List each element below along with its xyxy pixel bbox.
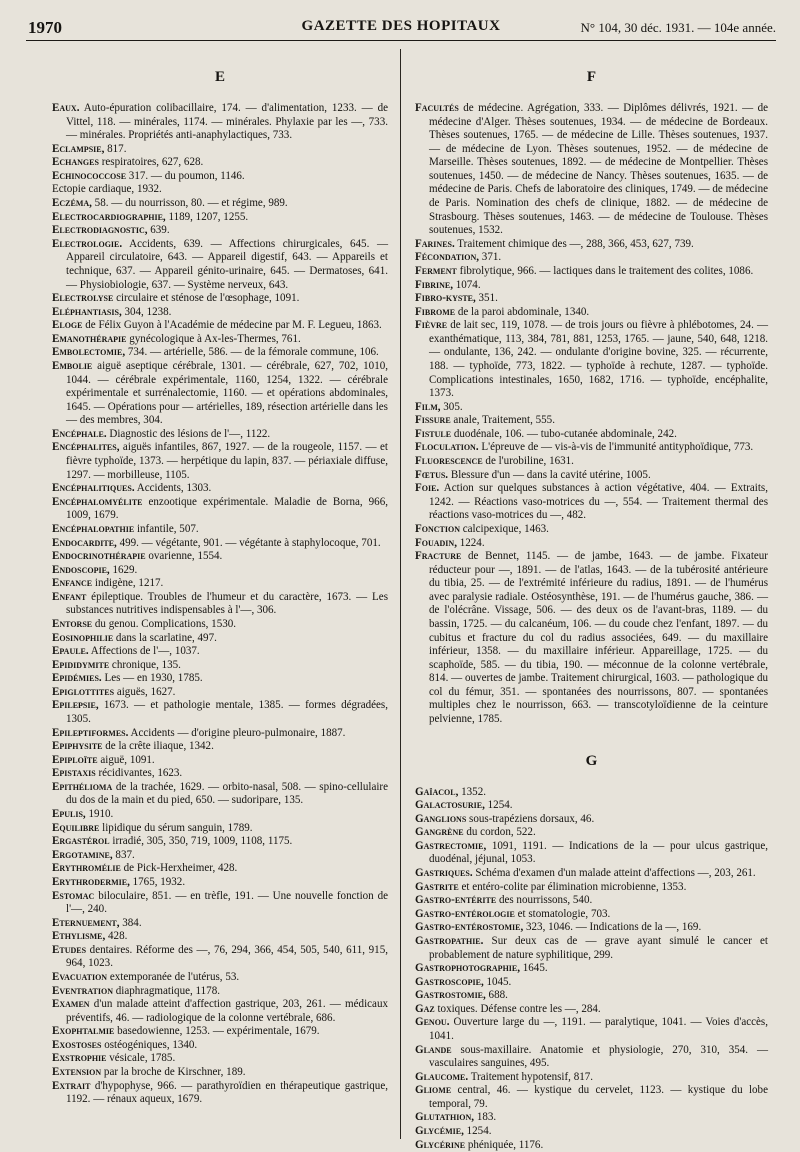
index-entry — [52, 564, 388, 578]
entry-references: 1254. — [484, 799, 513, 812]
entry-headword: Foie. — [415, 482, 440, 495]
entry-headword: Epistaxis — [52, 767, 96, 780]
entry-headword: Gastro-entérite — [415, 894, 497, 907]
journal-title: GAZETTE DES HOPITAUX — [301, 18, 501, 34]
index-entry — [415, 455, 768, 469]
entry-references: sous-maxillaire. Anatomie et physiologie, 270, 310, 354. — vasculaires sanguines, 495. — [429, 1043, 768, 1070]
index-entry — [52, 156, 388, 170]
index-entry — [52, 876, 388, 890]
index-entry — [52, 143, 388, 157]
entry-references: ostéogéniques, 1340. — [101, 1038, 198, 1051]
entry-references: calcipexique, 1463. — [459, 522, 549, 535]
section-letter-e: E — [214, 69, 225, 85]
index-entry — [52, 441, 388, 482]
entry-references: 1673. — et pathologie mentale, 1385. — formes dégradées, 1305. — [66, 699, 388, 726]
index-entry — [415, 292, 768, 306]
entry-references: aiguë, 1091. — [97, 753, 155, 766]
entry-headword: Film, — [415, 400, 441, 413]
entry-headword: Ethylisme, — [52, 930, 106, 943]
entry-references: 317. — du poumon, 1146. — [126, 169, 245, 182]
entry-headword: Estomac — [52, 889, 95, 902]
entry-headword: Fouadin, — [415, 536, 457, 549]
index-entry — [415, 1044, 768, 1071]
entry-references: Accidents, 1303. — [134, 482, 212, 495]
issue-info: N° 104, 30 déc. 1931. — 104e année. — [580, 20, 776, 35]
entry-headword: Glycérine — [415, 1138, 466, 1151]
index-entry — [52, 645, 388, 659]
index-entry — [52, 740, 388, 754]
entry-headword: Encéphalites, — [52, 441, 120, 454]
entry-headword: Ferment — [415, 264, 457, 277]
entry-headword: Erythrodermie, — [52, 875, 130, 888]
entry-references: de la paroi abdominale, 1340. — [455, 305, 590, 318]
entry-headword: Equilibre — [52, 821, 100, 834]
entry-headword: Epidémies. — [52, 672, 102, 685]
index-entry — [415, 523, 768, 537]
entry-headword: Epaule. — [52, 645, 89, 658]
entry-headword: Floculation. — [415, 441, 479, 454]
entry-headword: Enfance — [52, 577, 93, 590]
entry-references: diaphragmatique, 1178. — [113, 984, 220, 997]
entry-references: et entéro-colite par élimination microbienne, 1353. — [458, 880, 687, 893]
entry-headword: Ergotamine, — [52, 848, 113, 861]
entry-references: aiguës, 1627. — [114, 685, 176, 698]
entry-references: de Félix Guyon à l'Académie de médecine par M. F. Legueu, 1863. — [82, 319, 382, 332]
entry-references: respiratoires, 627, 628. — [98, 156, 204, 169]
entry-references: d'un malade atteint d'affection gastrique, 203, 261. — médicaux préventifs, 46. — radiologique de la colonne vertébrale, 686. — [66, 998, 388, 1024]
index-entry — [415, 265, 768, 279]
index-entry — [52, 292, 388, 306]
entry-references: 305. — [440, 400, 463, 413]
entry-references: 639. — [147, 224, 170, 237]
entry-headword: Fécondation, — [415, 251, 480, 264]
entry-references: 1045. — [483, 975, 512, 988]
entry-headword: Ganglions — [415, 812, 467, 825]
index-entry — [415, 908, 768, 922]
index-entry — [415, 799, 768, 813]
entry-references: dans la scarlatine, 497. — [113, 631, 217, 644]
entry-references: fibrolytique, 966. — lactiques dans le traitement des colites, 1086. — [456, 264, 754, 277]
entry-references: 817. — [104, 142, 127, 155]
index-entry — [415, 251, 768, 265]
index-entry — [52, 849, 388, 863]
entry-references: dentaires. Réforme des —, 76, 294, 366, 454, 505, 540, 611, 915, 964, 1023. — [66, 943, 388, 970]
entry-headword: Fièvre — [415, 319, 448, 332]
index-entry — [52, 224, 388, 238]
entry-headword: Exstrophie — [52, 1052, 107, 1065]
index-entry — [52, 333, 388, 347]
entry-headword: Gastrostomie, — [415, 989, 486, 1002]
entry-headword: Eczéma, — [52, 197, 92, 210]
index-entry — [52, 822, 388, 836]
entry-headword: Embolectomie, — [52, 346, 126, 359]
entry-headword: Epithélioma — [52, 780, 113, 793]
entry-headword: Endoscopie, — [52, 563, 110, 576]
entry-headword: Eléphantiasis, — [52, 305, 122, 318]
index-entry — [415, 401, 768, 415]
index-entry — [415, 102, 768, 238]
index-entry — [52, 183, 388, 197]
entry-references: lipidique du sérum sanguin, 1789. — [99, 821, 253, 834]
entry-headword: Exostoses — [52, 1038, 102, 1051]
entry-headword: Fissure — [415, 414, 451, 427]
entry-headword: Gastrectomie, — [415, 839, 487, 852]
index-entry — [415, 319, 768, 400]
entry-references: central, 46. — kystique du cervelet, 1123. — kystique du lobe temporal, 79. — [429, 1084, 768, 1110]
entry-headword: Eventration — [52, 984, 114, 997]
entry-headword: Fibro-kyste, — [415, 292, 476, 305]
entry-references: de l'urobiline, 1631. — [482, 455, 574, 468]
entry-references: Ouverture large du —, 1191. — paralytique, 1041. — Voies d'accès, 1041. — [429, 1016, 768, 1042]
index-entry — [415, 881, 768, 895]
entry-headword: Extrait — [52, 1079, 91, 1092]
index-entry — [52, 659, 388, 673]
entry-references: d'hypophyse, 966. — parathyroïdien en thérapeutique gastrique, 1192. — rénaux aqueux, 1679. — [66, 1079, 388, 1106]
entry-references: anale, Traitement, 555. — [450, 414, 555, 427]
entry-references: gynécologique à Ax-les-Thermes, 761. — [126, 332, 301, 345]
entry-headword: Embolie — [52, 359, 93, 372]
entry-headword: Glutathion, — [415, 1111, 475, 1124]
entry-headword: Electrologie. — [52, 237, 123, 250]
index-entry — [415, 935, 768, 962]
entry-headword: Fracture — [415, 550, 462, 563]
entry-headword: Gastropathie. — [415, 934, 484, 947]
index-entry — [415, 414, 768, 428]
left-column — [26, 49, 401, 1139]
index-entry — [52, 998, 388, 1025]
entry-headword: Fibrome — [415, 305, 456, 318]
section-letter-g: G — [585, 752, 598, 769]
entry-references: biloculaire, 851. — en trèfle, 191. — Une nouvelle fonction de l'—, 240. — [66, 889, 388, 916]
entry-references: Action sur quelques substances à action végétative, 404. — Extraits, 1242. — Réactions vaso-motrices du —, 554. — Traitement thermal des réactions vaso-motrices du —, 482. — [429, 482, 768, 522]
entry-references: chronique, 135. — [109, 658, 181, 671]
index-entry — [415, 306, 768, 320]
index-entry — [52, 197, 388, 211]
index-entry — [415, 1071, 768, 1085]
entry-headword: Gastrite — [415, 880, 459, 893]
entry-headword: Endocrinothérapie — [52, 550, 146, 563]
entry-references: Accidents, 639. — Affections chirurgicales, 645. — Appareil circulatoire, 643. — Appareil digestif, 643. — Appareils et technique, 637. — Appareil génito-urinaire, 645. — Dermatoses, 641. — Physiobiologie, 637. — Système nerveux, 643. — [66, 237, 388, 291]
entry-references: 58. — du nourrisson, 80. — et régime, 989. — [91, 197, 288, 210]
entry-headword: Etudes — [52, 943, 87, 956]
entry-headword: Encéphalopathie — [52, 522, 135, 535]
entry-headword: Glaucome. — [415, 1070, 469, 1083]
entry-headword: Fœtus. — [415, 468, 449, 481]
entry-references: 837. — [112, 848, 135, 861]
entry-references: 323, 1046. — Indications de la —, 169. — [523, 921, 702, 934]
entry-headword: Echanges — [52, 156, 99, 169]
index-entry — [415, 976, 768, 990]
entry-headword: Epileptiformes. — [52, 726, 129, 739]
entry-headword: Epiploïte — [52, 753, 98, 766]
entry-references: L'épreuve de — vis-à-vis de l'immunité antityphoïdique, 773. — [478, 441, 754, 454]
entry-references: Traitement chimique des —, 288, 366, 453, 627, 739. — [454, 237, 694, 250]
index-entry — [415, 550, 768, 727]
index-entry — [52, 890, 388, 917]
index-entry — [52, 727, 388, 741]
entry-references: Sur deux cas de — grave ayant simulé le cancer et probablement de nature syphilitique, 299. — [429, 934, 768, 961]
entry-references: basedowienne, 1253. — expérimentale, 1679. — [114, 1025, 320, 1038]
entry-headword: Galactosurie, — [415, 799, 485, 812]
entry-headword: Encéphalomyélite — [52, 495, 143, 508]
entry-headword: Epulis, — [52, 808, 86, 821]
index-entry — [52, 211, 388, 225]
entry-headword: Erythromélie — [52, 862, 121, 875]
index-entry — [415, 1111, 768, 1125]
entry-headword: Fonction — [415, 522, 460, 535]
index-entry — [52, 537, 388, 551]
index-entry — [52, 428, 388, 442]
index-entry — [52, 319, 388, 333]
entry-headword: Electrolyse — [52, 292, 114, 305]
index-entry — [52, 862, 388, 876]
index-entry — [52, 944, 388, 971]
index-entry — [52, 1039, 388, 1053]
index-entry — [52, 971, 388, 985]
index-entry — [52, 523, 388, 537]
entry-headword: Glycémie, — [415, 1125, 464, 1138]
entry-headword: Gangrène — [415, 826, 464, 839]
index-entry — [52, 686, 388, 700]
index-entry — [52, 1025, 388, 1039]
index-entry — [52, 550, 388, 564]
entry-headword: Genou. — [415, 1016, 450, 1029]
index-entry — [52, 360, 388, 428]
entry-headword: Ergastérol — [52, 835, 110, 848]
index-entry — [415, 1139, 768, 1152]
entry-references: Traitement hypotensif, 817. — [468, 1070, 594, 1083]
entry-references: 183. — [474, 1111, 497, 1124]
entry-references: 1254. — [463, 1125, 492, 1138]
entry-references: 1352. — [458, 785, 486, 798]
entry-references: duodénale, 106. — tubo-cutanée abdominale, 242. — [451, 427, 677, 440]
entry-headword: Eosinophilie — [52, 631, 114, 644]
index-entry — [415, 1084, 768, 1111]
index-entry — [52, 170, 388, 184]
page-header — [26, 10, 776, 41]
entry-headword: Gastroscopie, — [415, 975, 484, 988]
index-entry — [52, 618, 388, 632]
entry-headword: Epilepsie, — [52, 699, 99, 712]
index-entry — [52, 482, 388, 496]
index-entry — [52, 781, 388, 808]
index-entry — [415, 1125, 768, 1139]
index-entry — [52, 346, 388, 360]
entry-references: Ectopie cardiaque, 1932. — [52, 183, 162, 196]
entry-headword: Encéphalitiques. — [52, 482, 135, 495]
entry-references: Accidents — d'origine pleuro-pulmonaire, 1887. — [128, 726, 346, 739]
section-g-entries — [415, 786, 768, 1152]
index-entry — [52, 985, 388, 999]
entry-references: de Pick-Herxheimer, 428. — [120, 862, 238, 875]
entry-headword: Fibrine, — [415, 278, 453, 291]
entry-headword: Evacuation — [52, 971, 108, 983]
entry-references: 1910. — [85, 808, 114, 821]
index-entry — [52, 1066, 388, 1080]
entry-headword: Exophtalmie — [52, 1025, 115, 1038]
entry-headword: Emanothérapie — [52, 332, 127, 345]
entry-references: Diagnostic des lésions de l'—, 1122. — [106, 427, 271, 440]
entry-references: 688. — [485, 989, 508, 1002]
entry-headword: Gastrophotographie, — [415, 962, 520, 975]
entry-headword: Endocardite, — [52, 536, 117, 549]
entry-references: et stomatologie, 703. — [514, 907, 611, 920]
entry-references: 1765, 1932. — [129, 875, 186, 888]
section-e-entries — [52, 102, 388, 1107]
entry-references: par la broche de Kirschner, 189. — [101, 1066, 246, 1079]
entry-references: 351. — [475, 292, 498, 305]
index-entry — [415, 962, 768, 976]
index-entry — [52, 577, 388, 591]
entry-headword: Gaz — [415, 1002, 435, 1015]
section-letter-f: F — [586, 69, 597, 85]
entry-references: de médecine. Agrégation, 333. — Diplômes délivrés, 1921. — de médecine d'Alger. Thèses soutenues, 1934. — de médecine de Bordeaux. Thèses soutenues, 1765. — de médecine de Lille. Thèses soutenues, 1937. — de médecine de Lyon. Thèses soutenues, 1952. — de médecine de Marseille. Thèses soutenues, 1892. — de médecine de Montpellier. Thèses soutenues, 1450. — de médecine de Nancy. Thèses soutenues, 1635. — de médecine de Paris. Chefs de laboratoire des cliniques, 1749. — de médecine de Paris. Nomination des chefs de clinique, 1882. — de médecine de Strasbourg. Thèses soutenues, 1463. — de médecine de Toulouse. Thèses soutenues, 1532. — [429, 102, 768, 237]
index-entry — [52, 591, 388, 618]
index-entry — [415, 1016, 768, 1043]
index-entry — [415, 537, 768, 551]
entry-references: 1224. — [456, 536, 485, 549]
entry-headword: Gliome — [415, 1084, 452, 1097]
index-entry — [415, 1003, 768, 1017]
entry-references: Schéma d'examen d'un malade atteint d'affections —, 203, 261. — [472, 867, 756, 880]
index-entry — [52, 632, 388, 646]
entry-headword: Examen — [52, 998, 90, 1011]
entry-headword: Entorse — [52, 617, 93, 630]
index-entry — [415, 441, 768, 455]
entry-headword: Gaïacol, — [415, 785, 459, 798]
index-entry — [415, 469, 768, 483]
entry-headword: Echinococcose — [52, 169, 127, 182]
entry-references: de lait sec, 119, 1078. — de trois jours ou fièvre à phlébotomes, 24. — exanthématique, 113, 384, 781, 881, 1253, 1765. — jaune, 540, 648, 1218. — ondulante, 136, 242. — ondulante d'origine bovine, 325. — récurrente, 188. — typhoïde, 773, 1822. — typhoïde à rechute, 1287. — typhoïde. Complications intestinales, 1650, 1682, 1716. — typhoïde, encéphalite, 1373. — [429, 319, 768, 400]
index-entry — [52, 496, 388, 523]
entry-references: 1091, 1191. — Indications de la — pour ulcus gastrique, duodénal, jéjunal, 1053. — [429, 839, 768, 866]
section-f-entries — [415, 102, 768, 727]
entry-references: de la trachée, 1629. — orbito-nasal, 508. — spino-cellulaire du dos de la main et du pied, 650. — sudoripare, 135. — [66, 780, 388, 807]
entry-references: circulaire et sténose de l'œsophage, 1091. — [113, 292, 300, 305]
entry-references: aiguës infantiles, 867, 1927. — de la rougeole, 1157. — et fièvre typhoïde, 1373. — herpétique du lapin, 837. — périaxiale diffuse, 1297. — morbilleuse, 1105. — [66, 441, 388, 481]
entry-references: phéniquée, 1176. — [465, 1138, 544, 1151]
entry-references: de Bennet, 1145. — de jambe, 1643. — de jambe. Fixateur réducteur pour —, 1891. — de l'atlas, 1643. — de la tubérosité antérieure du tibia, 25. — de l'extrémité inférieure du radius, 1891. — de l'humérus avec paralysie radiale. Ostéosynthèse, 191. — de l'humérus gauche, 386. — de l'olécrâne. Vissage, 506. — des deux os de l'avant-bras, 1189. — du bassin, 1725. — du calcanéum, 106. — du coude chez l'enfant, 1897. — du cubitus et fracture du col du radius associées, 649. — du maxillaire inférieur, 1358. — du maxillaire inférieur. Appareillage, 1725. — du scaphoïde, 585. — du tibia, 190. — méconnue de la colonne vertébrale, 814. — ouvertes de jambe. Traitement chirurgical, 1603. — pathologique du col du fémur, 351. — spontanées des nourrissons, 807. — spontanées multiples chez le nourrisson, 663. — transcotyloïdienne de la ceinture pelvienne, 1785. — [429, 550, 768, 726]
index-entry — [52, 1080, 388, 1107]
entry-references: des nourrissons, 540. — [496, 894, 593, 907]
entry-references: 384. — [119, 916, 142, 929]
index-entry — [415, 921, 768, 935]
entry-references: extemporanée de l'utérus, 53. — [107, 971, 240, 983]
entry-headword: Epiphysite — [52, 740, 103, 753]
entry-headword: Fluorescence — [415, 455, 483, 468]
entry-references: Auto-épuration colibacillaire, 174. — d'alimentation, 1233. — de Vittel, 118. — minérales, 1174. — minérales. Phylaxie par les —, 733. — minérales. Propriétés anti-anaphylactiques, 733. — [66, 102, 388, 142]
entry-headword: Enfant — [52, 590, 87, 603]
entry-references: toxiques. Défense contre les —, 284. — [434, 1002, 601, 1015]
entry-references: Les — en 1930, 1785. — [101, 672, 203, 685]
index-entry — [52, 767, 388, 781]
index-entry — [52, 1052, 388, 1066]
entry-references: enzootique expérimentale. Maladie de Borna, 966, 1009, 1679. — [66, 495, 388, 522]
entry-references: de la crête iliaque, 1342. — [102, 740, 214, 753]
index-entry — [415, 867, 768, 881]
entry-headword: Eloge — [52, 319, 83, 332]
entry-references: Blessure d'un — dans la cavité utérine, 1005. — [448, 468, 651, 481]
entry-references: 428. — [105, 930, 128, 943]
index-columns — [26, 49, 776, 1151]
right-column — [401, 49, 776, 1151]
entry-references: 1629. — [109, 563, 138, 576]
entry-references: aiguë aseptique cérébrale, 1301. — cérébrale, 627, 702, 1010, 1044. — cérébrale expérimentale, 1160, 1254, 1322. — cérébrale expérimentale et surrénalectomie, 1160. — et opérations abdominales, 1645. — Opérations pour — artérielles, 189, résection artérielle dans les — des membres, 304. — [66, 359, 388, 427]
entry-references: irradié, 305, 350, 719, 1009, 1108, 1175. — [109, 835, 293, 848]
entry-headword: Epididymite — [52, 658, 110, 671]
entry-references: 1645. — [520, 962, 548, 975]
entry-references: récidivantes, 1623. — [95, 767, 183, 780]
index-entry — [415, 840, 768, 867]
entry-headword: Extension — [52, 1066, 102, 1079]
entry-references: Affections de l'—, 1037. — [88, 645, 200, 658]
entry-headword: Eclampsie, — [52, 142, 105, 155]
index-entry — [52, 102, 388, 143]
index-entry — [52, 238, 388, 292]
entry-headword: Eternuement, — [52, 916, 120, 929]
entry-headword: Gastriques. — [415, 867, 473, 880]
entry-headword: Fistule — [415, 427, 452, 440]
entry-headword: Farines. — [415, 237, 455, 250]
entry-references: infantile, 507. — [134, 522, 199, 535]
entry-headword: Gastro-entérostomie, — [415, 921, 524, 934]
entry-references: indigène, 1217. — [92, 577, 164, 590]
entry-references: 1074. — [452, 278, 481, 291]
index-entry — [415, 279, 768, 293]
entry-references: du genou. Complications, 1530. — [92, 617, 237, 630]
index-entry — [415, 894, 768, 908]
entry-references: vésicale, 1785. — [106, 1052, 176, 1065]
index-entry — [52, 672, 388, 686]
entry-references: 1189, 1207, 1255. — [165, 210, 249, 223]
index-entry — [52, 835, 388, 849]
index-entry — [52, 917, 388, 931]
index-entry — [52, 754, 388, 768]
entry-headword: Electrodiagnostic, — [52, 224, 148, 237]
index-entry — [52, 699, 388, 726]
index-entry — [415, 482, 768, 523]
index-entry — [415, 813, 768, 827]
entry-references: 304, 1238. — [121, 305, 172, 318]
index-entry — [415, 989, 768, 1003]
entry-headword: Facultés — [415, 102, 459, 114]
entry-references: 499. — végétante, 901. — végétante à staphylocoque, 701. — [116, 536, 381, 549]
entry-headword: Epiglottites — [52, 685, 115, 698]
entry-references: sous-trapéziens dorsaux, 46. — [466, 812, 595, 825]
index-entry — [415, 786, 768, 800]
entry-references: 371. — [479, 251, 502, 264]
index-entry — [52, 306, 388, 320]
index-entry — [415, 826, 768, 840]
entry-references: épileptique. Troubles de l'humeur et du caractère, 1673. — Les substances nutritives indispensables à l'—, 306. — [66, 590, 388, 617]
entry-headword: Electrocardiographie, — [52, 210, 166, 223]
index-entry — [52, 808, 388, 822]
entry-headword: Gastro-entérologie — [415, 907, 515, 920]
entry-references: ovarienne, 1554. — [145, 550, 223, 563]
index-entry — [52, 930, 388, 944]
entry-references: 734. — artérielle, 586. — de la fémorale commune, 106. — [125, 346, 379, 359]
entry-headword: Encéphale. — [52, 427, 107, 440]
entry-references: du cordon, 522. — [463, 826, 536, 839]
page-number: 1970 — [28, 18, 62, 37]
index-entry — [415, 238, 768, 252]
index-entry — [415, 428, 768, 442]
entry-headword: Glande — [415, 1043, 452, 1056]
entry-headword: Eaux. — [52, 102, 80, 114]
